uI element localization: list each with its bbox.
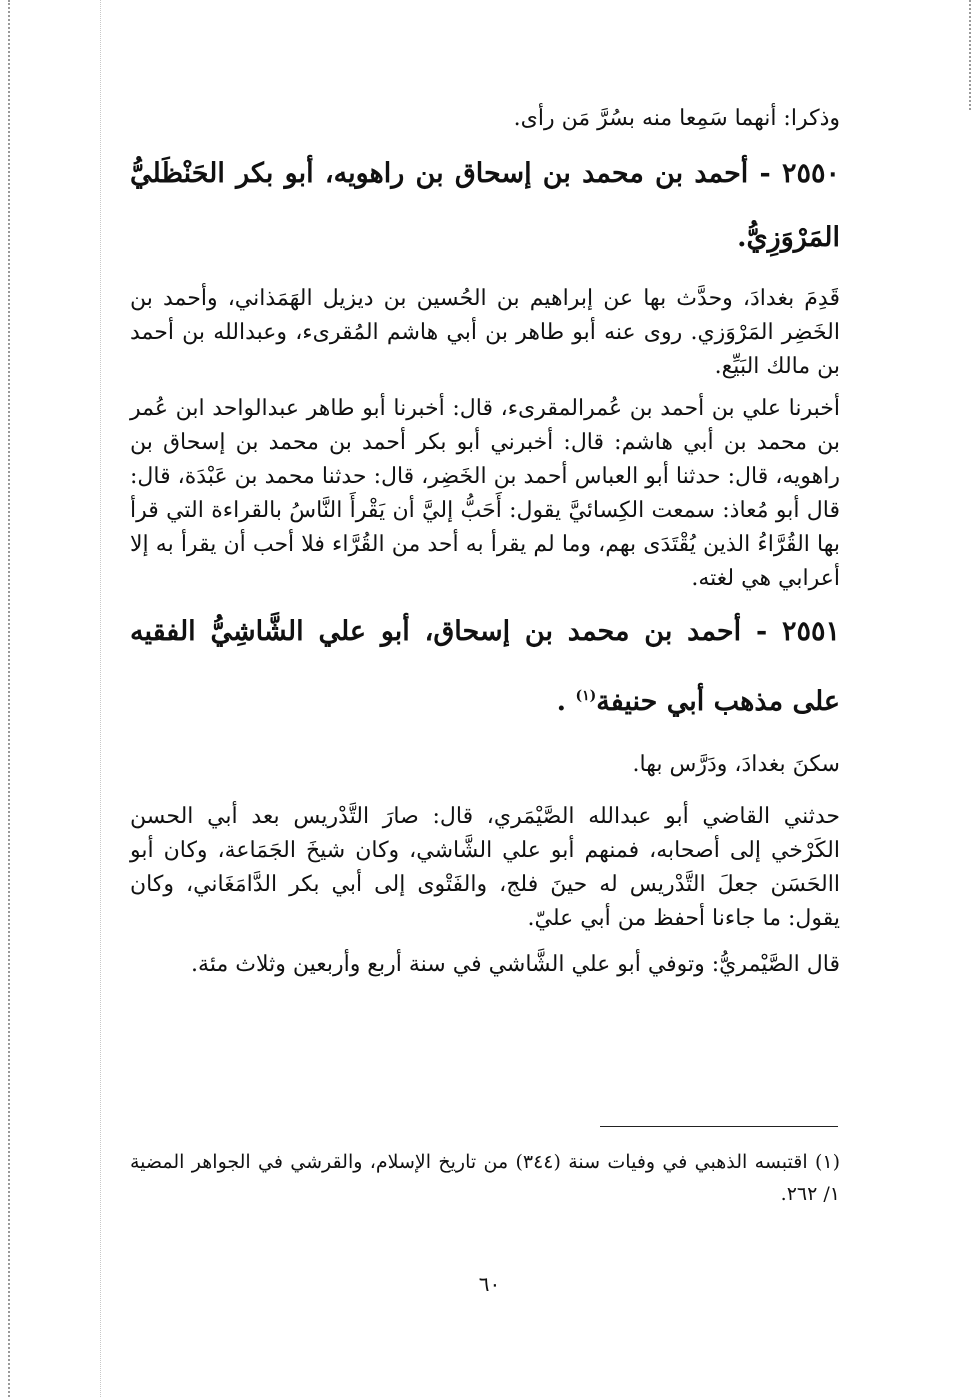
- footnotes: [130, 1146, 840, 1210]
- paragraph-2551-death: قال الصَّيْمريُّ: وتوفي أبو علي الشَّاشي في سنة أربع وأربعين وثلاث مئة.: [191, 952, 840, 977]
- continued-line: وذكرا: أنهما سَمِعا منه بسُرَّ مَن رأى.: [513, 106, 840, 131]
- footnote-1: (١) اقتبسه الذهبي في وفيات سنة (٣٤٤) من تاريخ الإسلام، والقرشي في الجواهر المضية ١/ ٢٦٢.: [130, 1151, 840, 1205]
- paragraph-2550-isnad: أخبرنا علي بن أحمد بن عُمرالمقرىء، قال: أخبرنا أبو طاهر عبدالواحد ابن عُمر بن محمد بن أبي هاشم: قال: أخبرني أبو بكر أحمد بن محمد بن إسحاق بن راهويه، قال: حدثنا أبو العباس أحمد بن الخَضِر، قال: حدثنا محمد بن عَبْدَة، قال: قال أبو مُعاذ: سمعت الكِسائيَّ يقول: أَحَبُّ إليَّ أن يَقْرأَ النَّاسُ بالقراءة التي قرأ بها القُرَّاءُ الذين يُقْتَدَى بهم، وما لم يقرأ به أحد من القُرَّاء فلا أحب أن يقرأ به إلا أعرابي هي لغته.: [130, 396, 840, 591]
- entry-heading-2550: ٢٥٥٠ - أحمد بن محمد بن إسحاق بن راهويه، أبو بكر الحَنْظَليُّ المَرْوَزِيُّ.: [130, 158, 840, 253]
- entry-heading-2551-text: ٢٥٥١ - أحمد بن محمد بن إسحاق، أبو علي الشَّاشِيُّ الفقيه على مذهب أبي حنيفة: [130, 616, 840, 717]
- footnote-rule: [600, 1126, 838, 1127]
- body-text: [130, 102, 840, 982]
- scan-edge-left: [8, 0, 10, 1397]
- paragraph-2551-bio: سكنَ بغدادَ، ودَرَّس بها.: [632, 752, 840, 777]
- page-number: ٦٠: [478, 1272, 501, 1296]
- paragraph-2551-report: حدثني القاضي أبو عبدالله الصَّيْمَري، قال: صارَ التَّدْريس بعد أبي الحسن الكَرْخي إلى أصحابه، فمنهم أبو علي الشَّاشي، وكان شيخَ الجَمَاعة، وكان أبو االحَسَن جعلَ التَّدْريس له حينَ فلج، والفَتْوى إلى أبي بكر الدَّامَغَاني، وكان يقول: ما جاءنا أحفظ من أبي عليّ.: [130, 804, 840, 931]
- scan-edge-top-right: [969, 0, 971, 110]
- footnote-ref-1: (١): [575, 688, 597, 704]
- entry-heading-2551: [130, 600, 840, 734]
- entry-heading-2551-end: .: [556, 686, 567, 717]
- paragraph-2550-bio: قَدِمَ بغدادَ، وحدَّث بها عن إبراهيم بن الحُسين بن ديزيل الهَمَذاني، وأحمد بن الخَضِر المَرْوَزي. روى عنه أبو طاهر بن أبي هاشم المُقرىء، وعبدالله بن أحمد بن مالك البَيِّع.: [130, 286, 840, 379]
- scan-column-mark: [100, 0, 101, 1397]
